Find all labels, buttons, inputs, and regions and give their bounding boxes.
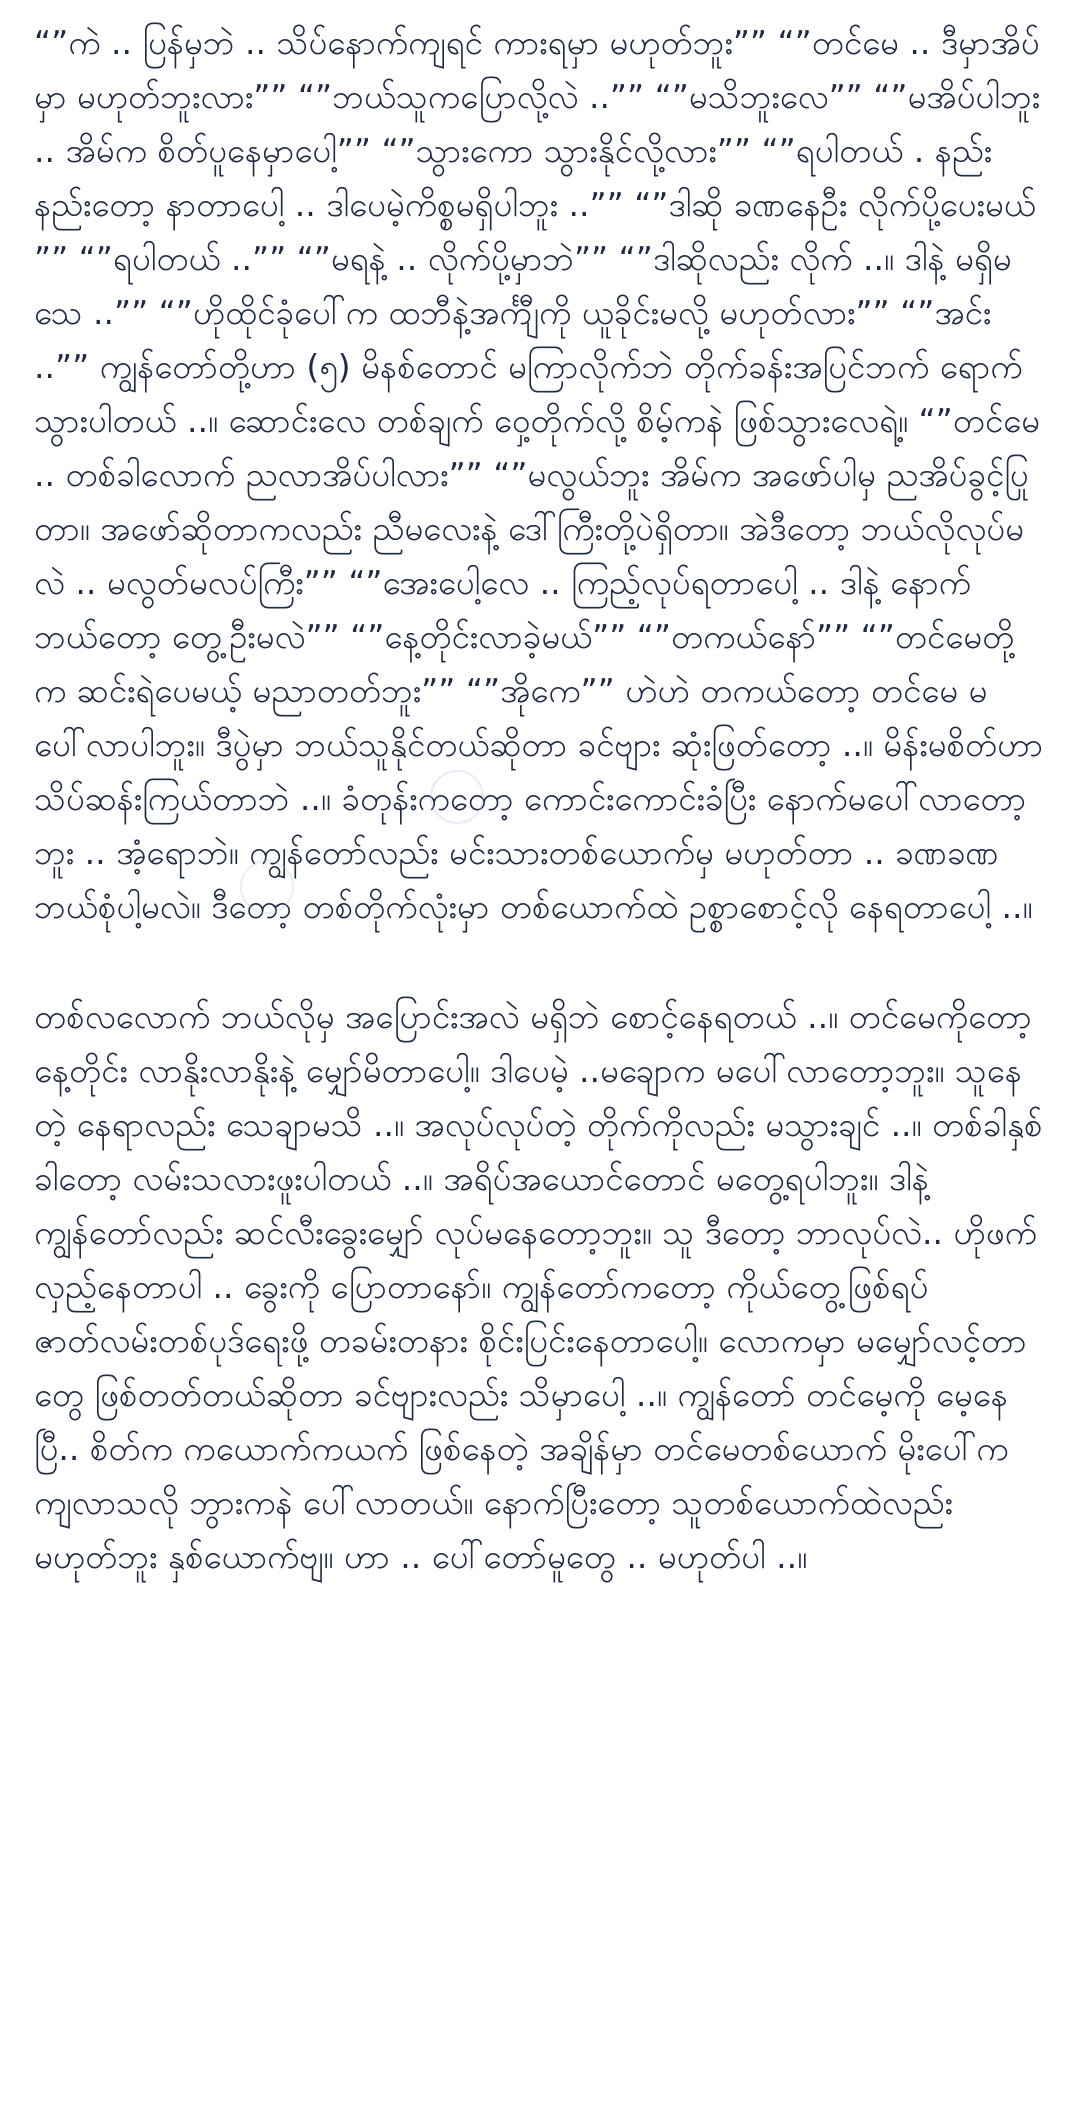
paragraph-narrative: တစ်လလောက် ဘယ်လိုမှ အပြောင်းအလဲ မရှိဘဲ စောင့်နေရတယ် ..။ တင်မေကိုတော့ နေ့တိုင်း လာနိုးလာနိုးနဲ့ မျှော်မိတာပေါ့။ ဒါပေမဲ့ ..မချောက မပေါ်လာတော့ဘူး။ သူနေတဲ့ နေရာလည်း သေချာမသိ ..။ အလုပ်လုပ်တဲ့ တိုက်ကိုလည်း မသွားချင် ..။ တစ်ခါနှစ်ခါတော့ လမ်းသလားဖူးပါတယ် ..။ အရိပ်အယောင်တောင် မတွေ့ရပါဘူး။ ဒါနဲ့ ကျွန်တော်လည်း ဆင်လီးခွေးမျှော် လုပ်မနေတော့ဘူး။ သူ ဒီတော့ ဘာလုပ်လဲ.. ဟိုဖက်လှည့်နေတာပါ .. ခွေးကို ပြောတာနော်။ ကျွန်တော်ကတော့ ကိုယ်တွေ့ဖြစ်ရပ် ဇာတ်လမ်းတစ်ပုဒ်ရေးဖို့ တခမ်းတနား စိုင်းပြင်းနေတာပေါ့။ လောကမှာ မမျှော်လင့်တာတွေ ဖြစ်တတ်တယ်ဆိုတာ ခင်ဗျားလည်း သိမှာပေါ့ ..။ ကျွန်တော် တင်မေ့ကို မေ့နေပြီ.. စိတ်က ကယောက်ကယက် ဖြစ်နေတဲ့ အချိန်မှာ တင်မေတစ်ယောက် မိုးပေါ်က ကျလာသလို ဘွားကနဲ ပေါ်လာတယ်။ နောက်ပြီးတော့ သူတစ်ယောက်ထဲလည်း မဟုတ်ဘူး နှစ်ယောက်ဗျ။ ဟာ .. ပေါ်တော်မူတွေ .. မဟုတ်ပါ ..။ — [34, 997, 1043, 1576]
paragraph-dialogue: “”ကဲ .. ပြန်မှဘဲ .. သိပ်နောက်ကျရင် ကားရမှာ မဟုတ်ဘူး”” “”တင်မေ .. ဒီမှာအိပ်မှာ မဟုတ်ဘူးလား”” “”ဘယ်သူကပြောလို့လဲ ..”” “”မသိဘူးလေ”” “”မအိပ်ပါဘူး .. အိမ်က စိတ်ပူနေမှာပေါ့”” “”သွားကော သွားနိုင်လို့လား”” “”ရပါတယ် . နည်းနည်းတော့ နာတာပေါ့ .. ဒါပေမဲ့ကိစ္စမရှိပါဘူး ..”” “”ဒါဆို ခဏနေဦး လိုက်ပို့ပေးမယ် ”” “”ရပါတယ် ..”” “”မရနဲ့ .. လိုက်ပို့မှာဘဲ”” “”ဒါဆိုလည်း လိုက် ..။ ဒါနဲ့ မရှိမသေ ..”” “”ဟိုထိုင်ခုံပေါ်က ထဘီနဲ့အင်္ကျီကို ယူခိုင်းမလို့ မဟုတ်လား”” “”အင်း ..”” ကျွန်တော်တို့ဟာ (၅) မိနစ်တောင် မကြာလိုက်ဘဲ တိုက်ခန်းအပြင်ဘက် ရောက်သွားပါတယ် ..။ ဆောင်းလေ တစ်ချက် ဝှေ့တိုက်လို့ စိမ့်ကနဲ ဖြစ်သွားလေရဲ့။ “”တင်မေ .. တစ်ခါလောက် ညလာအိပ်ပါလား”” “”မလွယ်ဘူး အိမ်က အဖော်ပါမှ ညအိပ်ခွင့်ပြုတာ။ အဖော်ဆိုတာကလည်း ညီမလေးနဲ့ ဒေါ်ကြီးတို့ပဲရှိတာ။ အဲဒီတော့ ဘယ်လိုလုပ်မလဲ .. မလွတ်မလပ်ကြီး”” “”အေးပေါ့လေ .. ကြည့်လုပ်ရတာပေါ့ .. ဒါနဲ့ နောက် ဘယ်တော့ တွေ့ဦးမလဲ”” “”နေ့တိုင်းလာခဲ့မယ်”” “”တကယ်နော်”” “”တင်မေတို့က ဆင်းရဲပေမယ့် မညာတတ်ဘူး”” “”အိုကေ”” ဟဲဟဲ တကယ်တော့ တင်မေ မပေါ်လာပါဘူး။ ဒီပွဲမှာ ဘယ်သူနိုင်တယ်ဆိုတာ ခင်ဗျား ဆုံးဖြတ်တော့ ..။ မိန်းမစိတ်ဟာ သိပ်ဆန်းကြယ်တာဘဲ ..။ ခံတုန်းကတော့ ကောင်းကောင်းခံပြီး နောက်မပေါ်လာတော့ဘူး .. အံ့ရောဘဲ။ ကျွန်တော်လည်း မင်းသားတစ်ယောက်မှ မဟုတ်တာ .. ခဏခဏ ဘယ်စုံပါ့မလဲ။ ဒီတော့ တစ်တိုက်လုံးမှာ တစ်ယောက်ထဲ ဥစ္စာစောင့်လို နေရတာပေါ့ ..။ — [34, 23, 1044, 926]
